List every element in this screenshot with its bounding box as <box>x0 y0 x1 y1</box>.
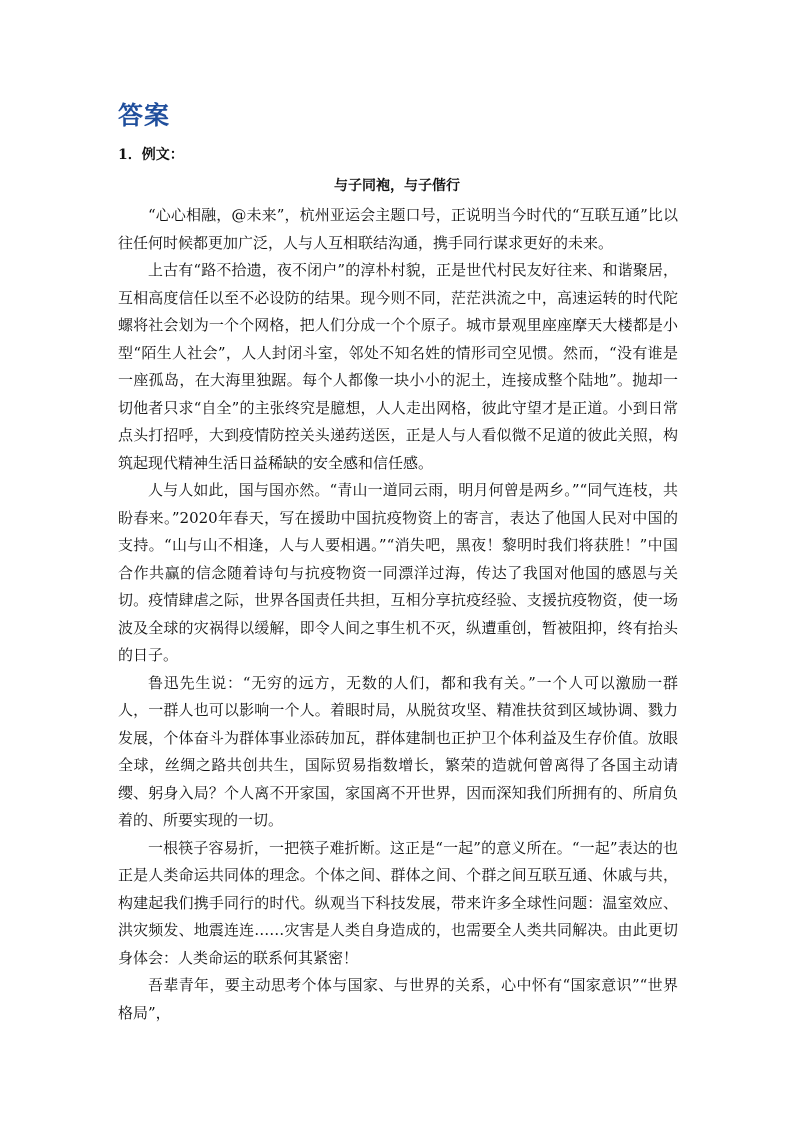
paragraph: 上古有“路不拾遗，夜不闭户”的淳朴村貌，正是世代村民友好往来、和谐聚居，互相高度信任以至不必设防的结果。现今则不同，茫茫洪流之中，高速运转的时代陀螺将社会划为一个个网格，把人们分成一个个原子。城市景观里座座摩天大楼都是小型“陌生人社会”，人人封闭斗室，邻处不知名姓的情形司空见惯。然而，“没有谁是一座孤岛，在大海里独踞。每个人都像一块小小的泥土，连接成整个陆地”。抛却一切他者只求“自全”的主张终究是臆想，人人走出网格，彼此守望才是正道。小到日常点头打招呼，大到疫情防控关头递药送医，正是人与人看似微不足道的彼此关照，构筑起现代精神生活日益稀缺的安全感和信任感。 <box>118 261 678 472</box>
question-label: 1．例文： <box>118 147 184 163</box>
essay-body <box>118 202 678 1027</box>
paragraph: 人与人如此，国与国亦然。“青山一道同云雨，明月何曾是两乡。”“同气连枝，共盼春来。”2020年春天，写在援助中国抗疫物资上的寄言，表达了他国人民对中国的支持。“山与山不相逢，人与人要相遇。”“消失吧，黑夜！黎明时我们将获胜！”中国合作共赢的信念随着诗句与抗疫物资一同漂洋过海，传达了我国对他国的感恩与关切。疫情肆虐之际，世界各国责任共担，互相分享抗疫经验、支援抗疫物资，使一场波及全球的灾祸得以缓解，即令人间之事生机不灭，纵遭重创，暂被阻抑，终有抬头的日子。 <box>118 481 678 664</box>
essay-title: 与子同袍，与子偕行 <box>334 178 460 194</box>
paragraph: “心心相融，@未来”，杭州亚运会主题口号，正说明当今时代的“互联互通”比以往任何时候都更加广泛，人与人互相联结沟通，携手同行谋求更好的未来。 <box>118 206 678 252</box>
paragraph: 一根筷子容易折，一把筷子难折断。这正是“一起”的意义所在。“一起”表达的也正是人类命运共同体的理念。个体之间、群体之间、个群之间互联互通、休戚与共，构建起我们携手同行的时代。纵观当下科技发展，带来许多全球性问题：温室效应、洪灾频发、地震连连……灾害是人类自身造成的，也需要全人类共同解决。由此更切身体会：人类命运的联系何其紧密！ <box>118 838 678 967</box>
paragraph: 吾辈青年，要主动思考个体与国家、与世界的关系，心中怀有“国家意识”“世界格局”， <box>118 976 678 1022</box>
paragraph: 鲁迅先生说：“无穷的远方，无数的人们，都和我有关。”一个人可以激励一群人，一群人也可以影响一个人。着眼时局，从脱贫攻坚、精准扶贫到区域协调、戮力发展，个体奋斗为群体事业添砖加瓦，群体建制也正护卫个体利益及生存价值。放眼全球，丝绸之路共创共生，国际贸易指数增长，繁荣的造就何曾离得了各国主动请缨、躬身入局？个人离不开家国，家国离不开世界，因而深知我们所拥有的、所肩负着的、所要实现的一切。 <box>118 673 678 829</box>
answer-heading: 答案 <box>118 101 171 130</box>
